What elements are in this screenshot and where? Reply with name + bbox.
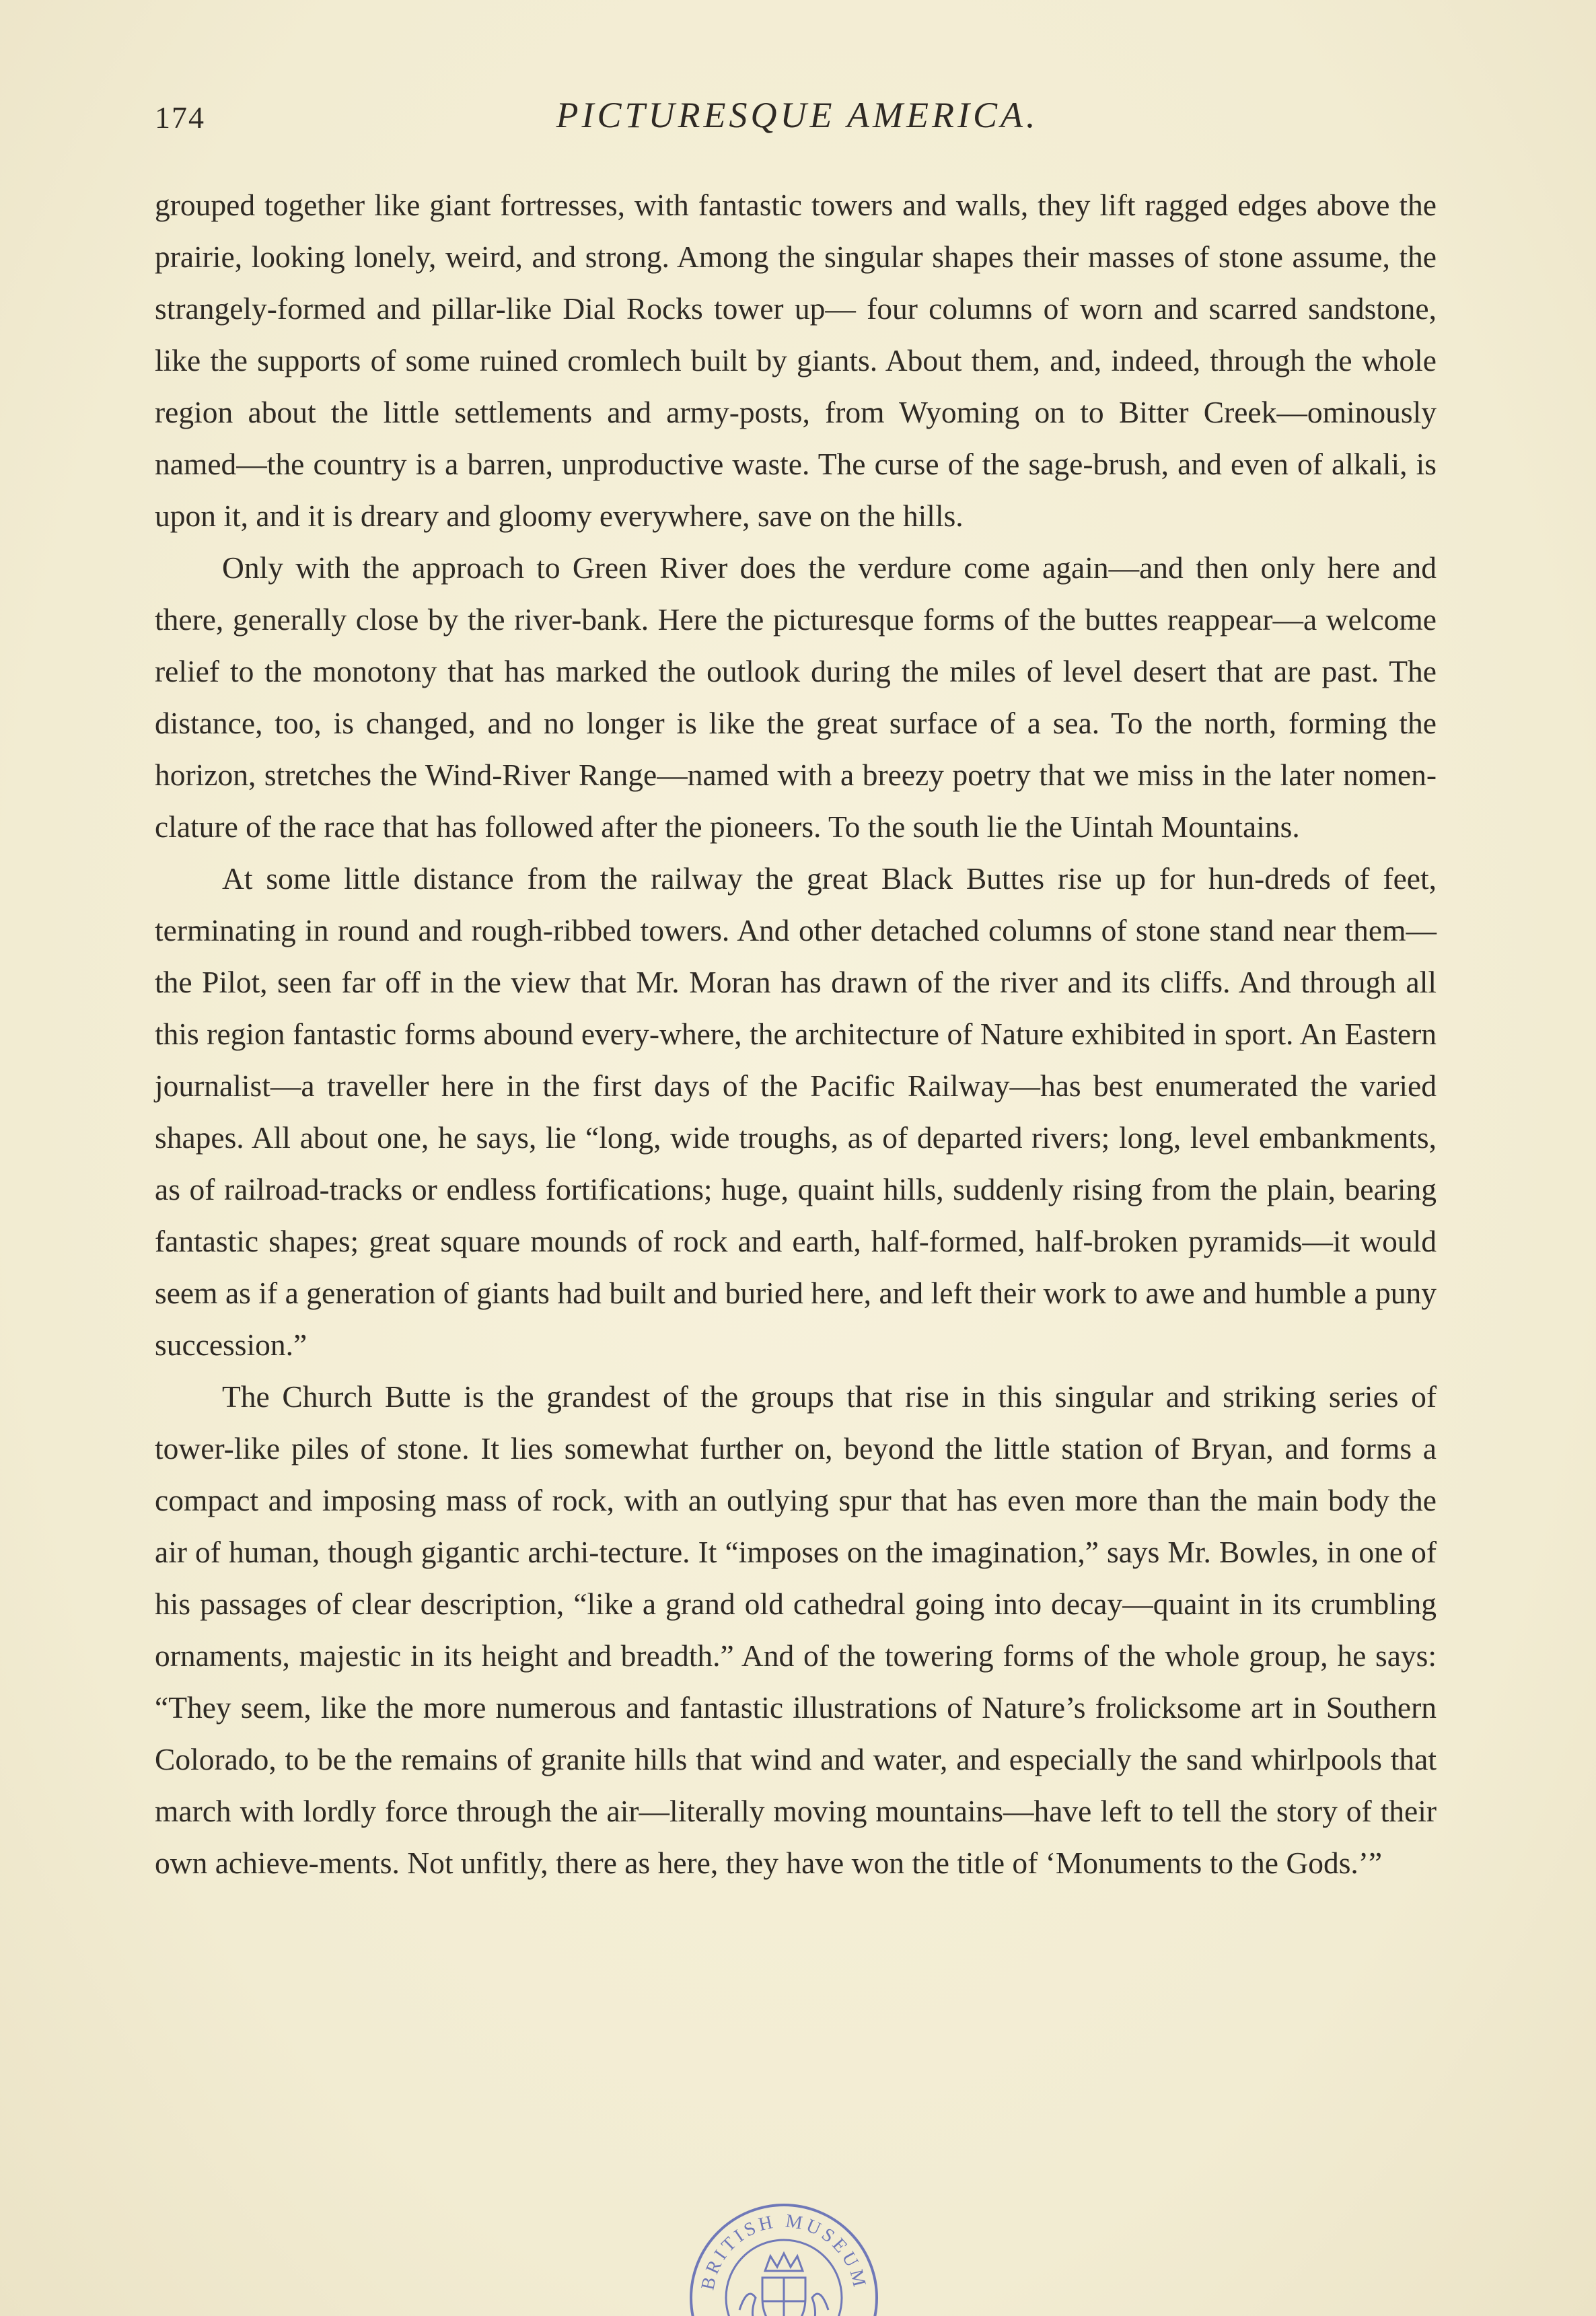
paragraph-3: At some little distance from the railway the great Black Buttes rise up for hun-dreds of feet, terminating in round and rough-ribbed towers. And other detached columns of stone stand near them—the Pilot, seen far off in the view that Mr. Moran has drawn of the river and its cliffs. And through all this region fantastic forms abound every-where, the architecture of Nature exhibited in sport. An Eastern journalist—a traveller here in the first days of the Pacific Railway—has best enumerated the varied shapes. All about one, he says, lie “long, wide troughs, as of departed rivers; long, level embankments, as of railroad-tracks or endless fortifications; huge, quaint hills, suddenly rising from the plain, bearing fantastic shapes; great square mounds of rock and earth, half-formed, half-broken pyramids—it would seem as if a generation of giants had built and buried here, and left their work to awe and humble a puny succession.”: [155, 861, 1437, 1362]
paragraph-2: Only with the approach to Green River does the verdure come again—and then only here and there, generally close by the river-bank. Here the picturesque forms of the buttes reappear—a welcome relief to the monotony that has marked the outlook during the miles of level desert that are past. The distance, too, is changed, and no longer is like the great surface of a sea. To the north, forming the horizon, stretches the Wind-River Range—named with a breezy poetry that we miss in the later nomen-clature of the race that has followed after the pioneers. To the south lie the Uintah Mountains.: [155, 550, 1437, 844]
library-stamp-icon: [683, 2197, 885, 2316]
stamp-text: BRITISH MUSEUM: [697, 2210, 871, 2292]
paragraph-1: grouped together like giant fortresses, with fantastic towers and walls, they lift ragged edges above the prairie, looking lonely, weird, and strong. Among the singular shapes their masses of stone assume, the strangely-formed and pillar-like Dial Rocks tower up— four columns of worn and scarred sandstone, like the supports of some ruined cromlech built by giants. About them, and, indeed, through the whole region about the little settlements and army-posts, from Wyoming on to Bitter Creek—ominously named—the country is a barren, unproductive waste. The curse of the sage-brush, and even of alkali, is upon it, and it is dreary and gloomy everywhere, save on the hills.: [155, 188, 1437, 533]
page-number: 174: [155, 100, 205, 135]
running-head: [155, 94, 1440, 141]
body-text: [155, 179, 1437, 1889]
library-stamp: [683, 2197, 885, 2316]
paragraph-4: The Church Butte is the grandest of the groups that rise in this singular and striking series of tower-like piles of stone. It lies somewhat further on, beyond the little station of Bryan, and forms a compact and imposing mass of rock, with an outlying spur that has even more than the main body the air of human, though gigantic archi-tecture. It “imposes on the imagination,” says Mr. Bowles, in one of his passages of clear description, “like a grand old cathedral going into decay—quaint in its crumbling ornaments, majestic in its height and breadth.” And of the towering forms of the whole group, he says: “They seem, like the more numerous and fantastic illustrations of Nature’s frolicksome art in Southern Colorado, to be the remains of granite hills that wind and water, and especially the sand whirlpools that march with lordly force through the air—literally moving mountains—have left to tell the story of their own achieve-ments. Not unfitly, there as here, they have won the title of ‘Monuments to the Gods.’”: [155, 1379, 1437, 1880]
running-title: PICTURESQUE AMERICA.: [556, 95, 1039, 135]
